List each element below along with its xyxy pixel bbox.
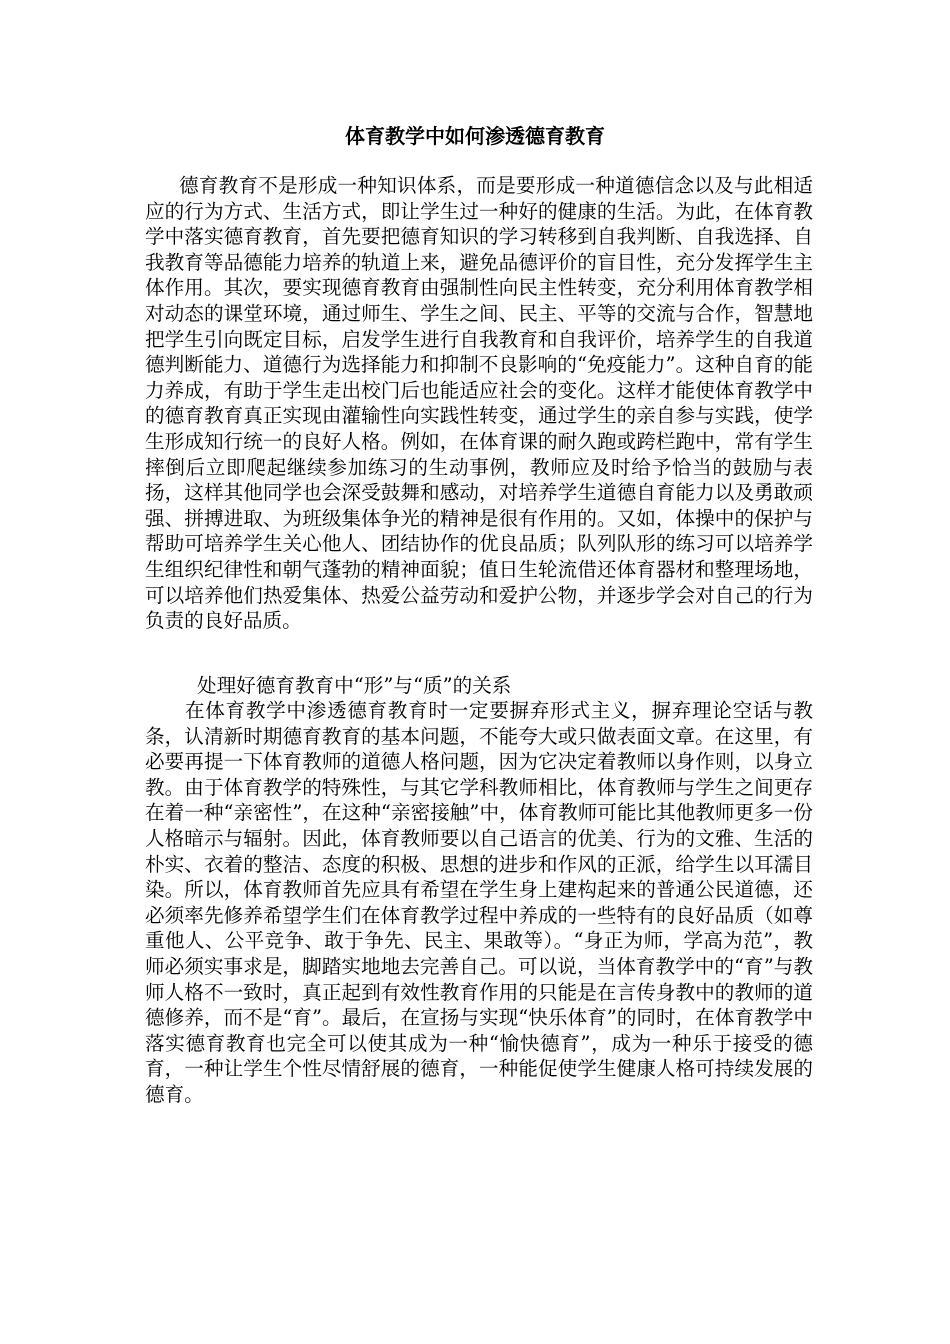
body-paragraph-2: 在体育教学中渗透德育教育时一定要摒弃形式主义，摒弃理论空话与教条，认清新时期德育教育的基本问题，不能夸大或只做表面文章。在这里，有必要再提一下体育教师的道德人格问题，因为它决定着教师以身作则，以身立教。由于体育教学的特殊性，与其它学科教师相比，体育教师与学生之间更存在着一种“亲密性”，在这种“亲密接触”中，体育教师可能比其他教师更多一份人格暗示与辐射。因此，体育教师要以自己语言的优美、行为的文雅、生活的朴实、衣着的整洁、态度的积极、思想的进步和作风的正派，给学生以耳濡目染。所以，体育教师首先应具有希望在学生身上建构起来的普通公民道德，还必须率先修养希望学生们在体育教学过程中养成的一些特有的良好品质（如尊重他人、公平竞争、敢于争先、民主、果敢等）。“身正为师，学高为范”，教师必须实事求是，脚踏实地地去完善自己。可以说，当体育教学中的“育”与教师人格不一致时，真正起到有效性教育作用的只能是在言传身教中的教师的道德修养，而不是“育”。最后，在宣扬与实现“快乐体育”的同时，在体育教学中落实德育教育也完全可以使其成为一种“愉快德育”，成为一种乐于接受的德育，一种让学生个性尽情舒展的德育，一种能促使学生健康人格可持续发展的德育。 xyxy=(145,699,813,1106)
section-heading: 处理好德育教育中“形”与“质”的关系 xyxy=(197,674,512,697)
body-paragraph-1: 德育教育不是形成一种知识体系，而是要形成一种道德信念以及与此相适应的行为方式、生活方式，即让学生过一种好的健康的生活。为此，在体育教学中落实德育教育，首先要把德育知识的学习转移到自我判断、自我选择、自我教育等品德能力培养的轨道上来，避免品德评价的盲目性，充分发挥学生主体作用。其次，要实现德育教育由强制性向民主性转变，充分利用体育教学相对动态的课堂环境，通过师生、学生之间、民主、平等的交流与合作，智慧地把学生引向既定目标，启发学生进行自我教育和自我评价，培养学生的自我道德判断能力、道德行为选择能力和抑制不良影响的“免疫能力”。这种自育的能力养成，有助于学生走出校门后也能适应社会的变化。这样才能使体育教学中的德育教育真正实现由灌输性向实践性转变，通过学生的亲自参与实践，使学生形成知行统一的良好人格。例如，在体育课的耐久跑或跨栏跑中，常有学生摔倒后立即爬起继续参加练习的生动事例，教师应及时给予恰当的鼓励与表扬，这样其他同学也会深受鼓舞和感动，对培养学生道德自育能力以及勇敢顽强、拼搏进取、为班级集体争光的精神是很有作用的。又如，体操中的保护与帮助可培养学生关心他人、团结协作的优良品质；队列队形的练习可以培养学生组织纪律性和朝气蓬勃的精神面貌；值日生轮流借还体育器材和整理场地，可以培养他们热爱集体、热爱公益劳动和爱护公物，并逐步学会对自己的行为负责的良好品质。 xyxy=(145,174,813,633)
document-title: 体育教学中如何渗透德育教育 xyxy=(345,124,605,148)
